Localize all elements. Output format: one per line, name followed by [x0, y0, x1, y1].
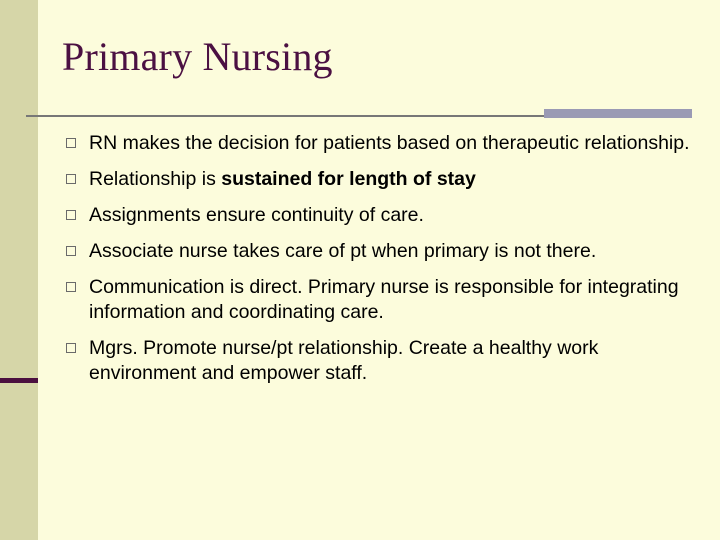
bullet-text [89, 131, 696, 156]
title-divider-block [544, 109, 692, 118]
bullet-text-lead: Relationship is [89, 168, 222, 190]
bullet-text [89, 203, 696, 228]
list-item [66, 167, 696, 192]
title-divider-line [26, 115, 544, 117]
bullet-text [89, 239, 696, 264]
bullet-text-lead: RN makes the decision for patients based on therapeutic relationship. [89, 132, 690, 154]
list-item [66, 131, 696, 156]
left-decorative-band [0, 0, 38, 540]
bullet-text [89, 336, 696, 386]
square-bullet-icon [66, 210, 76, 220]
bullet-text-lead: Associate nurse takes care of pt when primary is not there. [89, 240, 597, 262]
list-item [66, 239, 696, 264]
list-item [66, 336, 696, 386]
square-bullet-icon [66, 282, 76, 292]
left-band-accent-marker [0, 378, 38, 383]
square-bullet-icon [66, 343, 76, 353]
slide-title: Primary Nursing [62, 34, 333, 79]
list-item [66, 203, 696, 228]
list-item [66, 275, 696, 325]
square-bullet-icon [66, 138, 76, 148]
square-bullet-icon [66, 246, 76, 256]
bullet-text-lead: Mgrs. Promote nurse/pt relationship. Create a healthy work environment and empower staff. [89, 337, 599, 384]
bullet-text-bold: sustained for length of stay [221, 168, 476, 190]
square-bullet-icon [66, 174, 76, 184]
bullet-list [66, 131, 696, 397]
bullet-text-lead: Assignments ensure continuity of care. [89, 204, 424, 226]
bullet-text [89, 167, 696, 192]
bullet-text-lead: Communication is direct. Primary nurse is responsible for integrating information and coordinating care. [89, 276, 679, 323]
bullet-text [89, 275, 696, 325]
